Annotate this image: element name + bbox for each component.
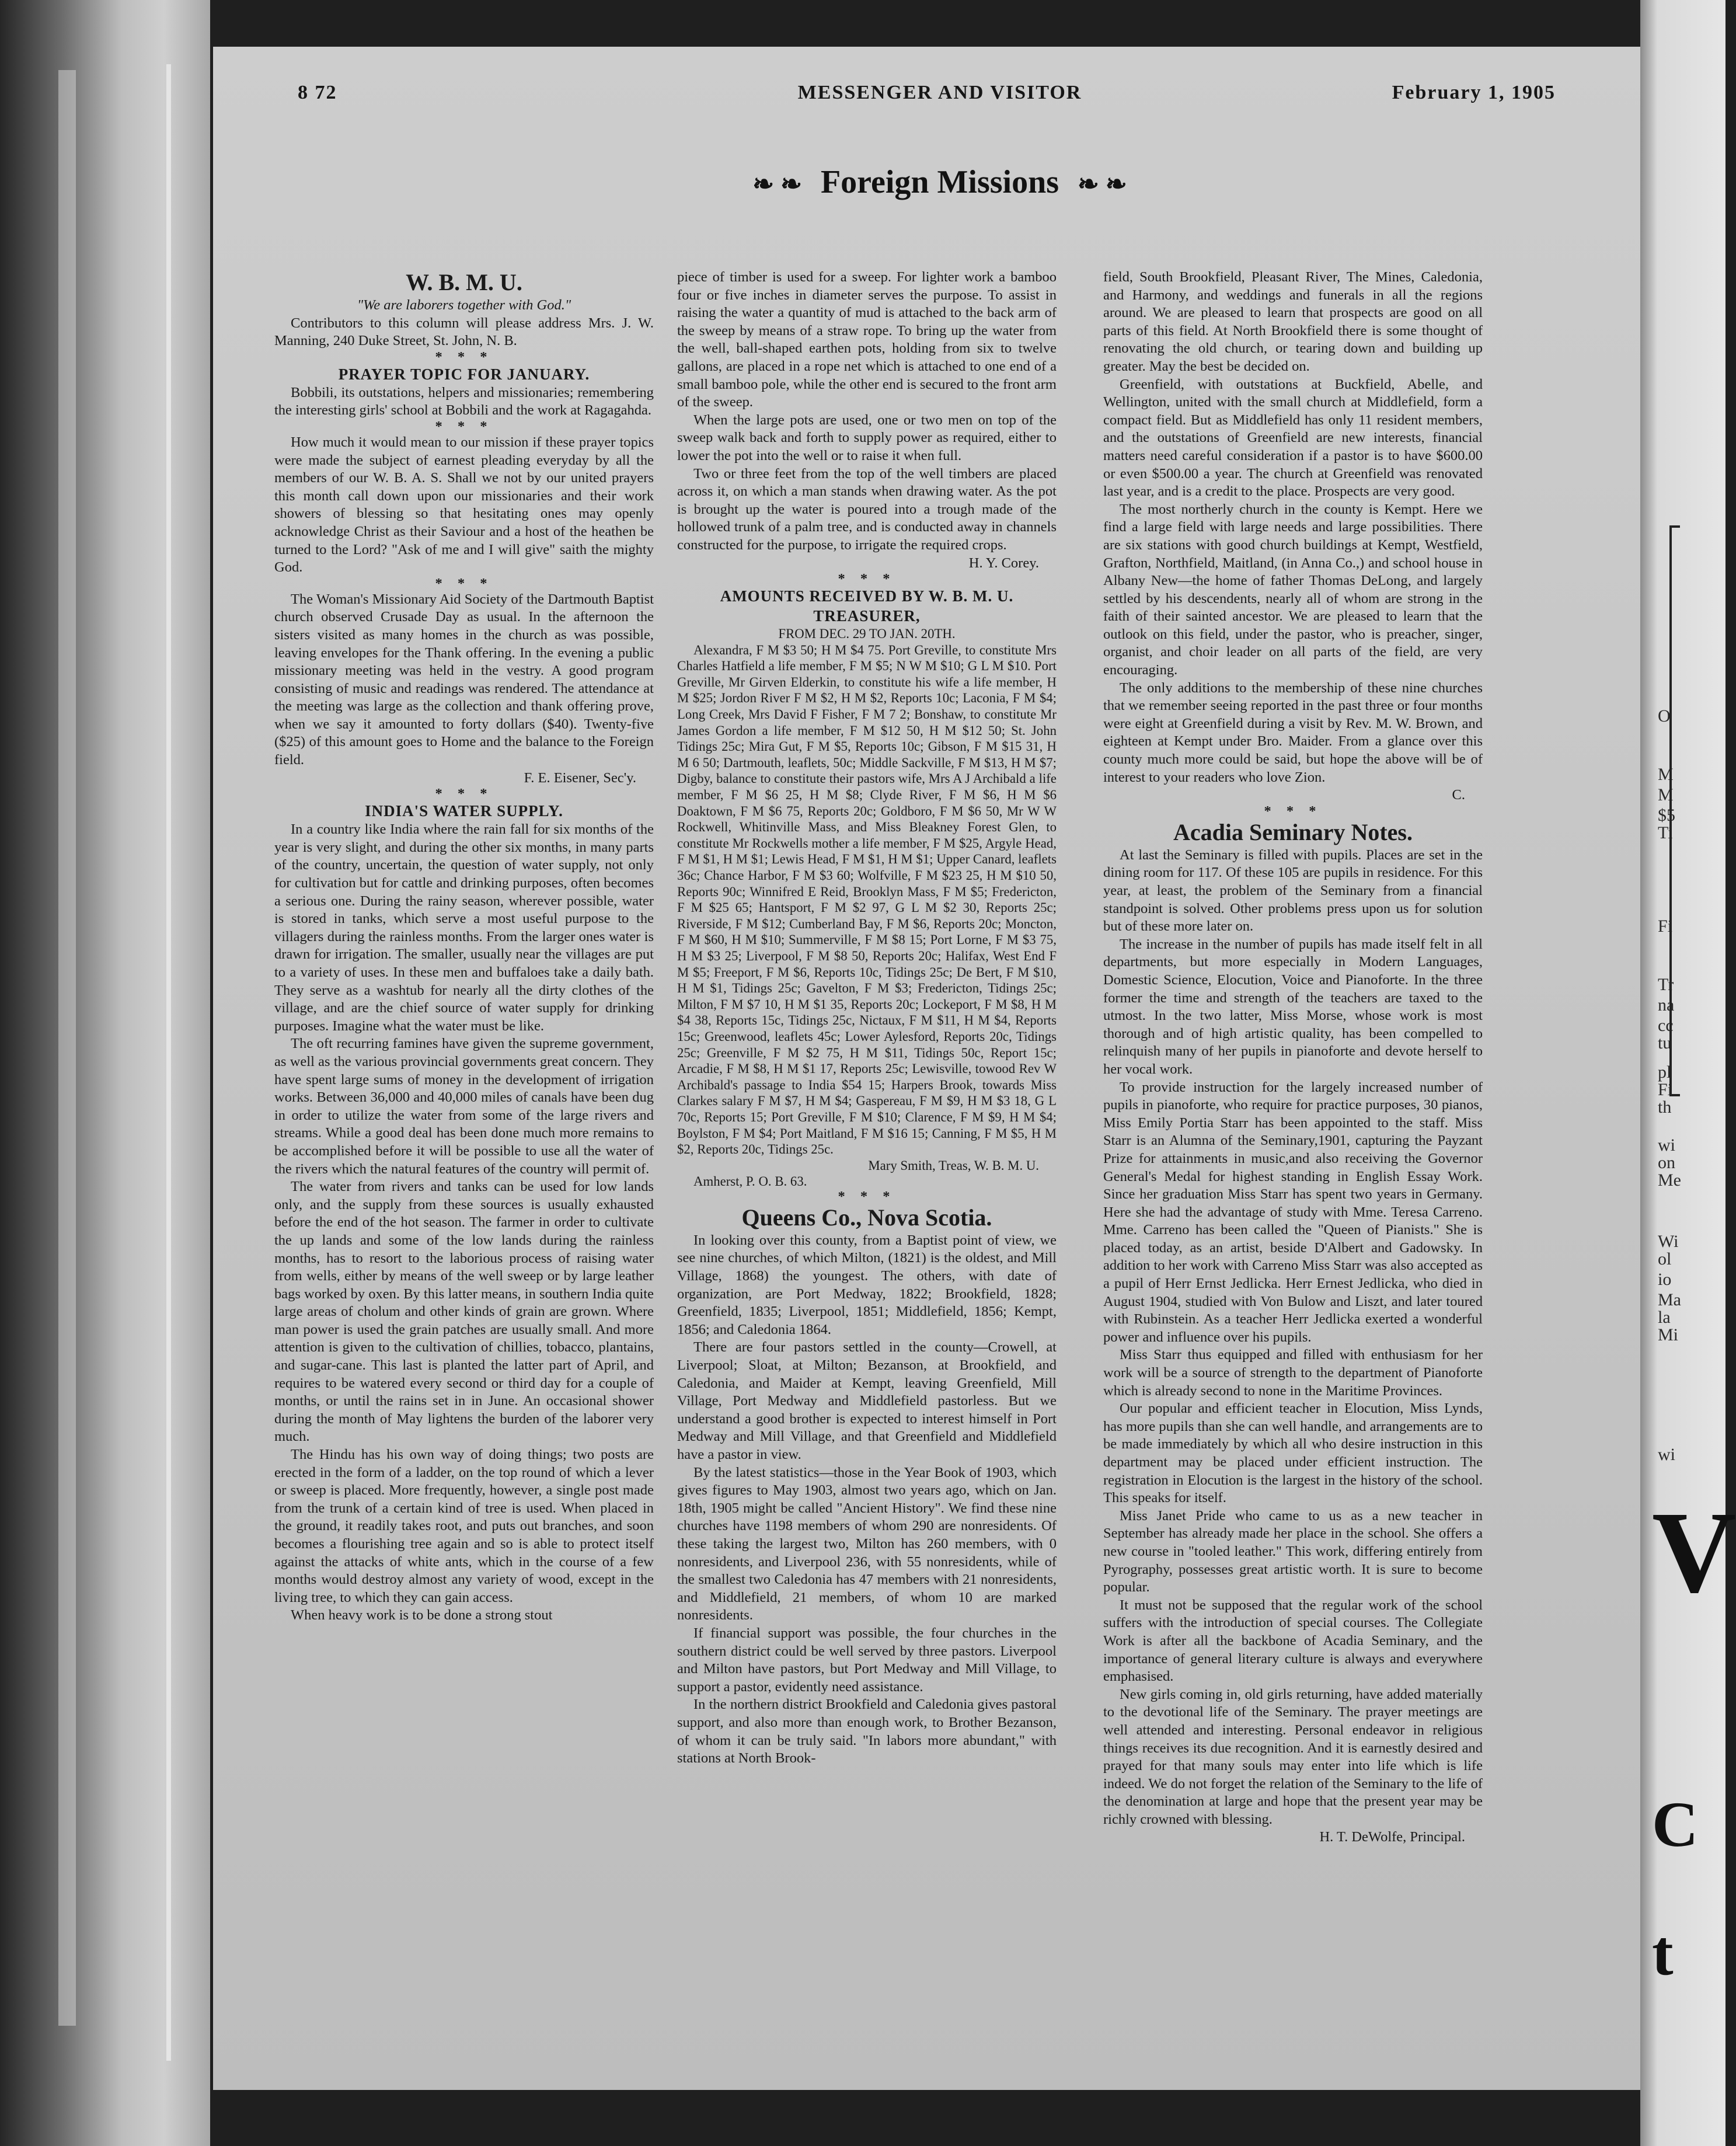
- article-paragraph: Two or three feet from the top of the well timbers are placed across it, on which a man stands when drawing water. As the pot is brought up the water is poured into a trough made of the hollowed trunk of a palm tree, and is conducted away in channels constructed for the purpose, to irrigate the required crops.: [677, 465, 1057, 553]
- acadia-heading: Acadia Seminary Notes.: [1173, 818, 1413, 845]
- section-title-text: Foreign Missions: [820, 164, 1059, 200]
- column-left: [274, 269, 654, 1625]
- adjacent-text-fragment: la: [1658, 1308, 1671, 1327]
- article-paragraph: The water from rivers and tanks can be used for low lands only, and the supply from these sources is usually exhausted before the end of the hot season. The farmer in order to cultivate the up lands and some of the low lands during the rainless months, has to resort to the laborious process of raising water from wells, either by means of the well sweep or by large leather bags worked by oxen. By this latter means, in southern India quite large areas of cholum and other kinds of grain are grown. Where man power is used the grain patches are usually small. And more attention is given to the cultivation of chillies, tobacco, plantains, and sugar-cane. This last is planted the latter part of April, and requires to be watered every second or third day for a couple of months, or until the rains set in in June. An occasional shower during the month of May lightens the burden of the laborer very much.: [274, 1179, 654, 1445]
- adjacent-text-fragment: na: [1658, 995, 1675, 1015]
- article-paragraph: The Hindu has his own way of doing things; two posts are erected in the form of a ladder, on the top round of which a lever or sweep is placed. More frequently, however, a single post made from the trunk of a certain kind of tree is used. When placed in the ground, it readily takes root, and puts out branches, and soon becomes a flourishing tree again and so is able to protect itself against the attacks of white ants, which in the course of a few months would destroy almost any variety of wood, except in the living tree, to which they can gain access.: [274, 1447, 654, 1605]
- queens-heading: Queens Co., Nova Scotia.: [741, 1204, 992, 1231]
- amounts-list: Alexandra, F M $3 50; H M $4 75. Port Greville, to constitute Mrs Charles Hatfield a life member, F M $5; N W M $10; G L M $10. Port Greville, Mr Girven Elderkin, to constitute his wife a life member, H M $25; Jordon River F M $2, H M $2, Reports 10c; Laconia, F M $4; Long Creek, Mrs David F Fisher, F M 7 2; Bonshaw, to constitute Mr James Gordon a life member, F M $12 50, H M $12 50; St. John Tidings 25c; Mira Gut, F M $5, Reports 10c; Gibson, F M $15 31, H M 6 50; Dartmouth, leaflets, 50c; Middle Sackville, F M $13, H M $7; Digby, balance to constitute their pastors wife, Mrs A J Archibald a life member, F M $6 25, H M $8; Clyde River, F M $6, H M $6 Doaktown, F M $6 75, Reports 20c; Goldboro, F M $6 50, Mr W W Rockwell, Whitinville Mass, and Miss Bleakney Forest Glen, to constitute Mr Rockwells mother a life member, F M $25, Argyle Head, F M $1, H M $1; Lewis Head, F M $1, H M $1; Upper Canard, leaflets 36c; Chance Harbor, F M $3 60; Wolfville, F M $23 25, H M $10 50, Reports 90c; Winnifred E Reid, Brooklyn Mass, F M $5; Fredericton, F M $25 65; Hantsport, F M $2 97, G L M $2 30, Reports 25c; Riverside, F M $12; Cumberland Bay, F M $6, Reports 20c; Moncton, F M $60, H M $10; Summerville, F M $8 15; Port Lorne, F M $3 75, H M $3 25; Liverpool, F M $8 50, Reports 20c; Halifax, West End F M $5; Freeport, F M $6, Reports 10c, Tidings 25c; De Bert, F M $10, H M $1, Tidings 25c; Gavelton, F M $3; Fredericton, Tidings 25c; Milton, F M $7 10, H M $1 35, Reports 20c; Lockeport, F M $8, H M $4 38, Reports 15c, Tidings 25c, Nictaux, F M $11, H M $4, Reports 15c; Greenwood, leaflets 45c; Lower Aylesford, Reports 20c, Tidings 25c; Greenville, F M $2 75, H M $11, Tidings 50c, Report 15c; Arcadie, F M $8, H M $1 17, Reports 25c; Lewisville, towood Rev W Archibald's passage to India $54 15; Harpers Brook, towards Miss Clarkes salary F M $7, H M $4; Gaspereau, F M $9, H M $3 18, G L 70c, Reports 15; Port Greville, F M $10; Clarence, F M $9, H M $4; Boylston, F M $4; Port Maitland, F M $16 15; Canning, F M $5, H M $2, Reports 20c, Tidings 25c.: [677, 642, 1057, 1157]
- prayer-topic-text: Bobbili, its outstations, helpers and missionaries; remembering the interesting girls' school at Bobbili and the work at Ragagahda.: [274, 384, 654, 419]
- article-paragraph: If financial support was possible, the four churches in the southern district could be well served by three pastors. Liverpool and Milton have pastors, but Port Medway and Mill Village, to support a pastor, evidently need assistance.: [677, 1625, 1057, 1695]
- separator-stars: * * *: [435, 349, 493, 365]
- article-paragraph: It must not be supposed that the regular work of the school suffers with the introduction of special courses. The Collegiate Work is after all the backbone of Acadia Seminary, and the importance of general literary culture is always and everywhere emphasised.: [1103, 1597, 1483, 1685]
- article-paragraph: At last the Seminary is filled with pupils. Places are set in the dining room for 117. Of these 105 are pupils in residence. For this year, at least, the problem of the Seminary from a financial standpoint is solved. Other problems press upon us for solution but of these more later on.: [1103, 846, 1483, 935]
- amounts-heading: AMOUNTS RECEIVED BY W. B. M. U. TREASURER,: [720, 587, 1014, 625]
- adjacent-text-fragment: $5: [1658, 806, 1675, 825]
- separator-stars: * * *: [435, 575, 493, 591]
- address-line: Amherst, P. O. B. 63.: [693, 1174, 807, 1189]
- separator-stars: * * *: [1264, 803, 1322, 819]
- adjacent-text-fragment: pl: [1658, 1062, 1672, 1082]
- adjacent-text-fragment: th: [1658, 1098, 1672, 1117]
- masthead: MESSENGER AND VISITOR: [797, 82, 1082, 103]
- signature: C.: [1452, 787, 1465, 803]
- signature: H. Y. Corey.: [968, 555, 1039, 571]
- article-paragraph: The oft recurring famines have given the supreme government, as well as the various provincial governments great concern. They have spent large sums of money in the development of irrigation works. Between 36,000 and 40,000 miles of canals have been dug in order to utilize the water from some of the large rivers and streams. While a good deal has been done much more remains to be accomplished before it will be possible to use all the water of the rivers which the natural features of the country will permit of.: [274, 1036, 654, 1177]
- issue-date: February 1, 1905: [1392, 82, 1556, 103]
- newspaper-page: [213, 47, 1667, 2090]
- page-number: 8 72: [298, 82, 337, 103]
- article-paragraph: By the latest statistics—those in the Year Book of 1903, which gives figures to May 1903, almost two years ago, which on Jan. 18th, 1905 might be called "Ancient History". We find these nine churches have 1198 members of whom 290 are nonresidents. Of these taking the largest two, Milton has 260 members, with 0 nonresidents, and Liverpool 236, with 55 nonresidents, while of the smallest two Caledonia has 47 members with 21 nonresidents, and Middlefield, 21 members, of whom 10 are marked nonresidents.: [677, 1464, 1057, 1624]
- adjacent-text-fragment: Fi: [1658, 1080, 1673, 1099]
- prayer-topic-heading: PRAYER TOPIC FOR JANUARY.: [338, 365, 590, 383]
- signature: Mary Smith, Treas, W. B. M. U.: [868, 1158, 1039, 1173]
- article-paragraph: Miss Starr thus equipped and filled with enthusiasm for her work will be a source of strength to the department of Pianoforte which is already second to none in the Maritime Provinces.: [1103, 1347, 1483, 1399]
- article-paragraph: In the northern district Brookfield and Caledonia gives pastoral support, and also more than enough work, to Brother Bezanson, of whom it can be truly said. "In labors more abundant," with stations at North Brook-: [677, 1696, 1057, 1767]
- article-paragraph: The most northerly church in the county is Kempt. Here we find a large field with large needs and large possibilities. There are six stations with good church buildings at Kempt, Westfield, Grafton, Northfield, Maitland, (in Anna Co.,) and school house in Albany New—the home of father Thomas DeLong, and largely settled by his descendents, nearly all of whom are strong in the faith of their sainted ancestor. We are pleased to learn that the outlook on this field, under the pastor, who is preacher, singer, organist, and choir leader on all parts of the field, are very encouraging.: [1103, 501, 1483, 678]
- article-paragraph: Greenfield, with outstations at Buckfield, Abelle, and Wellington, united with the small church at Middlefield, form a compact field. But as Middlefield has only 11 resident members, and the outstations of Greenfield are new interests, financial matters need careful consideration if a pastor is to have $600.00 or even $500.00 a year. The church at Greenfield was renovated last year, and is a credit to the place. Prospects are very good.: [1103, 376, 1483, 500]
- adjacent-text-fragment: Mi: [1658, 1325, 1679, 1344]
- page-stack-edge: [58, 70, 76, 2026]
- adjacent-large-letter: V: [1652, 1488, 1736, 1617]
- adjacent-text-fragment: tu: [1658, 1033, 1672, 1053]
- adjacent-text-fragment: Me: [1658, 1170, 1681, 1190]
- binding-bracket: [1669, 525, 1680, 1096]
- wbmu-title: W. B. M. U.: [406, 269, 522, 295]
- article-paragraph: piece of timber is used for a sweep. For lighter work a bamboo four or five inches in diameter serves the purpose. To assist in raising the water a quantity of mud is attached to the back arm of the sweep by means of a straw rope. To bring up the water from the well, ball-shaped earthen pots, holding from six to twelve gallons, are placed in a rope net which is attached to one end of a small bamboo pole, while the other end is secured to the front arm of the sweep.: [677, 269, 1057, 410]
- separator-stars: * * *: [435, 418, 493, 434]
- separator-stars: * * *: [838, 571, 896, 587]
- column-right: [1103, 269, 1483, 1847]
- leaf-ornament-icon: ❧ ❧: [1078, 170, 1127, 198]
- adjacent-text-fragment: on: [1658, 1153, 1675, 1172]
- article-paragraph: When heavy work is to be done a strong stout: [291, 1607, 553, 1624]
- adjacent-large-letter: C: [1652, 1789, 1699, 1860]
- adjacent-text-fragment: io: [1658, 1270, 1672, 1289]
- article-paragraph: Miss Janet Pride who came to us as a new teacher in September has already made her place in the school. She offers a new course in "tooled leather." This work, differing entirely from Pyrography, possesses great artistic worth. It is sure to become popular.: [1103, 1507, 1483, 1595]
- adjacent-text-fragment: cc: [1658, 1016, 1674, 1035]
- article-paragraph: The Woman's Missionary Aid Society of the Dartmouth Baptist church observed Crusade Day as usual. In the afternoon the sisters visited as many homes in the church as was possible, leaving envelopes for the Thank offering. In the evening a public missionary meeting was held in the vestry. A good program consisting of music and readings was rendered. The attendance at the meeting was large as the collection and thank offering prove, when we say it amounted to forty dollars ($40). Twenty-five ($25) of this amount goes to Home and the balance to the Foreign field.: [274, 591, 654, 768]
- adjacent-text-fragment: wi: [1658, 1445, 1675, 1464]
- signature: H. T. DeWolfe, Principal.: [1319, 1829, 1465, 1845]
- article-paragraph: In a country like India where the rain fall for six months of the year is very slight, and during the other six months, in many parts of the country, uncertain, the question of water supply, not only for cultivation but for cattle and drinking purposes, often becomes a serious one. During the rainy season, wherever possible, water is stored in tanks, which serve a most useful purpose to the villagers during the rainless months. From the larger ones water is drawn for irrigation. The smaller, usually near the villages are put to a variety of uses. In these men and buffaloes take a daily bath. They serve as a washtub for nearly all the dirty clothes of the village, and are the chief source of water supply for drinking purposes. Imagine what the water must be like.: [274, 821, 654, 1034]
- adjacent-text-fragment: Tr: [1658, 975, 1674, 994]
- section-title: [213, 163, 1667, 201]
- adjacent-page-edge: [1640, 0, 1736, 2146]
- adjacent-text-fragment: M: [1658, 785, 1674, 804]
- india-water-heading: INDIA'S WATER SUPPLY.: [365, 802, 563, 820]
- adjacent-text-fragment: wi: [1658, 1135, 1675, 1155]
- scan-left-margin: [0, 0, 210, 2146]
- separator-stars: * * *: [435, 786, 493, 802]
- article-paragraph: In looking over this county, from a Baptist point of view, we see nine churches, of which Milton, (1821) is the oldest, and Mill Village, 1868) the youngest. The others, with date of organization, are Port Medway, 1822; Brookfield, 1828; Greenfield, 1835; Liverpool, 1851; Middlefield, 1856; Kempt, 1856; and Caledonia 1864.: [677, 1232, 1057, 1337]
- article-paragraph: When the large pots are used, one or two men on top of the sweep walk back and forth to supply power as required, either to lower the pot into the well or to raise it when full.: [677, 412, 1057, 464]
- signature: F. E. Eisener, Sec'y.: [524, 769, 636, 786]
- article-paragraph: The increase in the number of pupils has made itself felt in all departments, but more especially in Modern Languages, Domestic Science, Elocution, Voice and Pianoforte. In the three former the time and strength of the teachers are taxed to the utmost. In the two latter, Miss Morse, whose work is most thorough and of high artistic quality, has been compelled to relinquish many of her pupils in pianoforte and devote herself to her vocal work.: [1103, 936, 1483, 1077]
- separator-stars: * * *: [838, 1188, 896, 1204]
- adjacent-text-fragment: Fi: [1658, 917, 1673, 936]
- article-paragraph: To provide instruction for the largely increased number of pupils in pianoforte, who require for practice purposes, 30 pianos, Miss Emily Portia Starr has been appointed to the staff. Miss Starr is an Alumna of the Seminary,1901, capturing the Payzant Prize for attainments in music,and also receiving the Governor General's Medal for highest standing in English Essay Work. Since her graduation Miss Starr has spent two years in Germany. Here she had the advantage of study with Mme. Teresa Carreno. Mme. Carreno has been called the "Queen of Pianists." She is placed today, as an artist, beside D'Albert and Gadowsky. In addition to her work with Carreno Miss Starr was also accepted as a pupil of Herr Ernst Jedlicka. Herr Ernest Jedlicka, who died in August 1904, studied with Von Bulow and Liszt, and later toured with Rubinstein. As a teacher Herr Jedlicka exerted a wonderful power and influence over his pupils.: [1103, 1079, 1483, 1345]
- page-header: [213, 82, 1667, 123]
- page-binding-edge: [166, 64, 171, 2061]
- article-paragraph: New girls coming in, old girls returning, have added materially to the devotional life of the Seminary. The prayer meetings are well attended and interesting. Personal endeavor in religious things receives its due recognition. And it is earnestly desired and prayed for that many souls may enter into life which is life indeed. We do not forget the relation of the Seminary to the life of the denomination at large and hope that the present year may be richly crowned with blessing.: [1103, 1686, 1483, 1827]
- wbmu-motto: "We are laborers together with God.": [357, 297, 571, 313]
- article-paragraph: The only additions to the membership of these nine churches that we remember seeing reported in the past three or four months were eight at Greenfield during a visit by Rev. M. W. Brown, and eighteen at Kempt under Bro. Maider. From a glance over this county much more could be said, but hope the above will be of interest to your readers who love Zion.: [1103, 680, 1483, 785]
- adjacent-text-fragment: Ti: [1658, 823, 1673, 842]
- column-middle: [677, 269, 1057, 1768]
- contributors-note: Contributors to this column will please address Mrs. J. W. Manning, 240 Duke Street, St. John, N. B.: [274, 315, 654, 349]
- adjacent-text-fragment: ol: [1658, 1249, 1672, 1269]
- adjacent-text-fragment: M: [1658, 765, 1674, 784]
- adjacent-large-letter: t: [1652, 1917, 1674, 1988]
- article-paragraph: field, South Brookfield, Pleasant River, The Mines, Caledonia, and Harmony, and weddings and funerals in all the regions around. We are pleased to learn that prospects are good on all parts of this field. At North Brookfield there is some thought of renovating the old church, or tearing down and building up greater. May the best be decided on.: [1103, 269, 1483, 374]
- adjacent-text-fragment: O: [1658, 706, 1671, 726]
- leaf-ornament-icon: ❧ ❧: [752, 170, 802, 198]
- adjacent-text-fragment: Ma: [1658, 1290, 1681, 1309]
- amounts-date-range: FROM DEC. 29 TO JAN. 20TH.: [778, 626, 956, 642]
- article-paragraph: How much it would mean to our mission if these prayer topics were made the subject of earnest pleading everyday by all the members of our W. B. A. S. Shall we not by our united prayers this month call down upon our missionaries and their work showers of blessing so that hesitating ones may openly acknowledge Christ as their Saviour and a host of the heathen be turned to the Lord? "Ask of me and I will give" saith the mighty God.: [274, 434, 654, 576]
- article-paragraph: There are four pastors settled in the county—Crowell, at Liverpool; Sloat, at Milton; Bezanson, at Brookfield, and Caledonia, and Maider at Kempt, leaving Greenfield, Mill Village, Port Medway and Middlefield pastorless. But we understand a good brother is expected to interest himself in Port Medway and Mill Village, and that Greenfield and Middlefield have a pastor in view.: [677, 1339, 1057, 1462]
- adjacent-text-fragment: Wi: [1658, 1232, 1679, 1251]
- article-paragraph: Our popular and efficient teacher in Elocution, Miss Lynds, has more pupils than she can well handle, and arrangements are to be made immediately by which all who desire instruction in this department may be placed under efficient instruction. The registration in Elocution is the largest in the history of the school. This speaks for itself.: [1103, 1401, 1483, 1506]
